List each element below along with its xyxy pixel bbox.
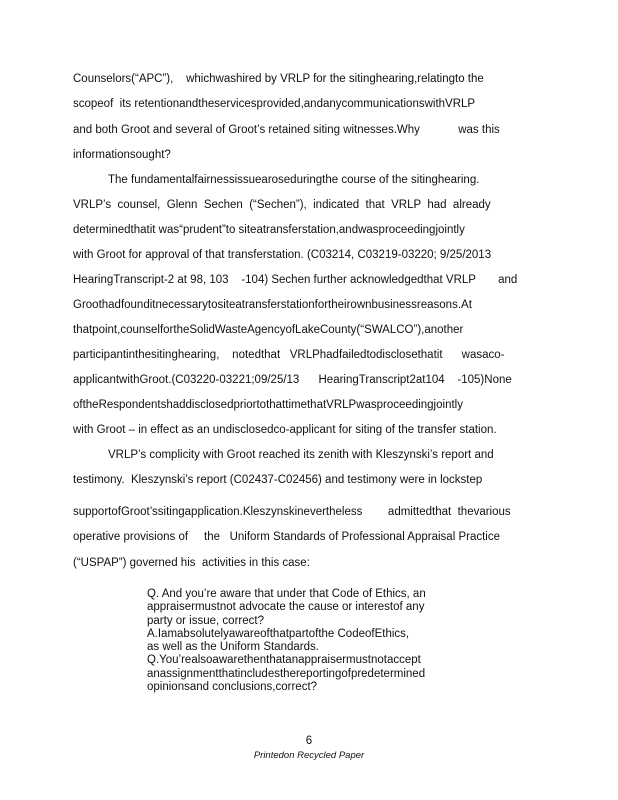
block-quote <box>147 588 467 694</box>
page-number: 6 <box>305 735 313 747</box>
body-line: participantinthesitinghearing, notedthat VRLPhadfailedtodisclosethatit wasaco- <box>73 349 505 361</box>
quote-line: party or issue, correct? <box>147 614 264 627</box>
quote-line: appraisermustnot advocate the cause or interestof any <box>147 601 425 614</box>
quote-line: Q. And you’re aware that under that Code of Ethics, an <box>147 588 426 600</box>
body-line: Groothadfounditnecessarytositeatransferstationfortheirownbusinessreasons.At <box>73 299 472 311</box>
body-line: VRLP’s complicity with Groot reached its zenith with Kleszynski’s report and <box>108 449 494 461</box>
body-line: (“USPAP”) governed his activities in this case: <box>73 557 310 569</box>
body-line: informationsought? <box>73 149 171 161</box>
body-line: Counselors(“APC”), whichwashired by VRLP for the sitinghearing,relatingto the <box>73 73 484 85</box>
body-line: with Groot – in effect as an undisclosedco-applicant for siting of the transfer station. <box>73 424 497 436</box>
body-line: supportofGroot’ssitingapplication.Kleszynskinevertheless admittedthat thevarious <box>73 506 511 518</box>
body-line: determinedthatit was“prudent”to siteatransferstation,andwasproceedingjointly <box>73 224 465 236</box>
quote-line: Q.You’realsoawarethenthatanappraisermustnotaccept <box>147 654 421 667</box>
body-line: testimony. Kleszynski’s report (C02437-C02456) and testimony were in lockstep <box>73 474 483 486</box>
body-line: with Groot for approval of that transferstation. (C03214, C03219-03220; 9/25/2013 <box>73 249 492 261</box>
body-line: The fundamentalfairnessissuearoseduringthe course of the sitinghearing. <box>108 174 480 186</box>
body-line: HearingTranscript-2 at 98, 103 -104) Sechen further acknowledgedthat VRLP and <box>73 274 518 286</box>
body-line: operative provisions of the Uniform Standards of Professional Appraisal Practice <box>73 531 500 543</box>
footer-note: Printedon Recycled Paper <box>253 750 365 761</box>
quote-line: anassignmentthatincludesthereportingofpredetermined <box>147 667 426 680</box>
body-line: oftheRespondentshaddisclosedpriortothattimethatVRLPwasproceedingjointly <box>73 399 463 411</box>
quote-line: as well as the Uniform Standards. <box>147 641 319 654</box>
body-line: scopeof its retentionandtheservicesprovided,andanycommunicationswithVRLP <box>73 98 476 110</box>
quote-line: opinionsand conclusions,correct? <box>147 681 318 694</box>
body-line: thatpoint,counselfortheSolidWasteAgencyofLakeCounty(“SWALCO”),another <box>73 324 464 336</box>
quote-line: A.Iamabsolutelyawareofthatpartofthe CodeofEthics, <box>147 627 410 640</box>
body-line: applicantwithGroot.(C03220-03221;09/25/13 HearingTranscript2at104 -105)None <box>73 374 512 386</box>
body-line: VRLP’s counsel, Glenn Sechen (“Sechen”), indicated that VRLP had already <box>73 199 491 211</box>
body-line: and both Groot and several of Groot’s retained siting witnesses.Why was this <box>73 124 500 136</box>
